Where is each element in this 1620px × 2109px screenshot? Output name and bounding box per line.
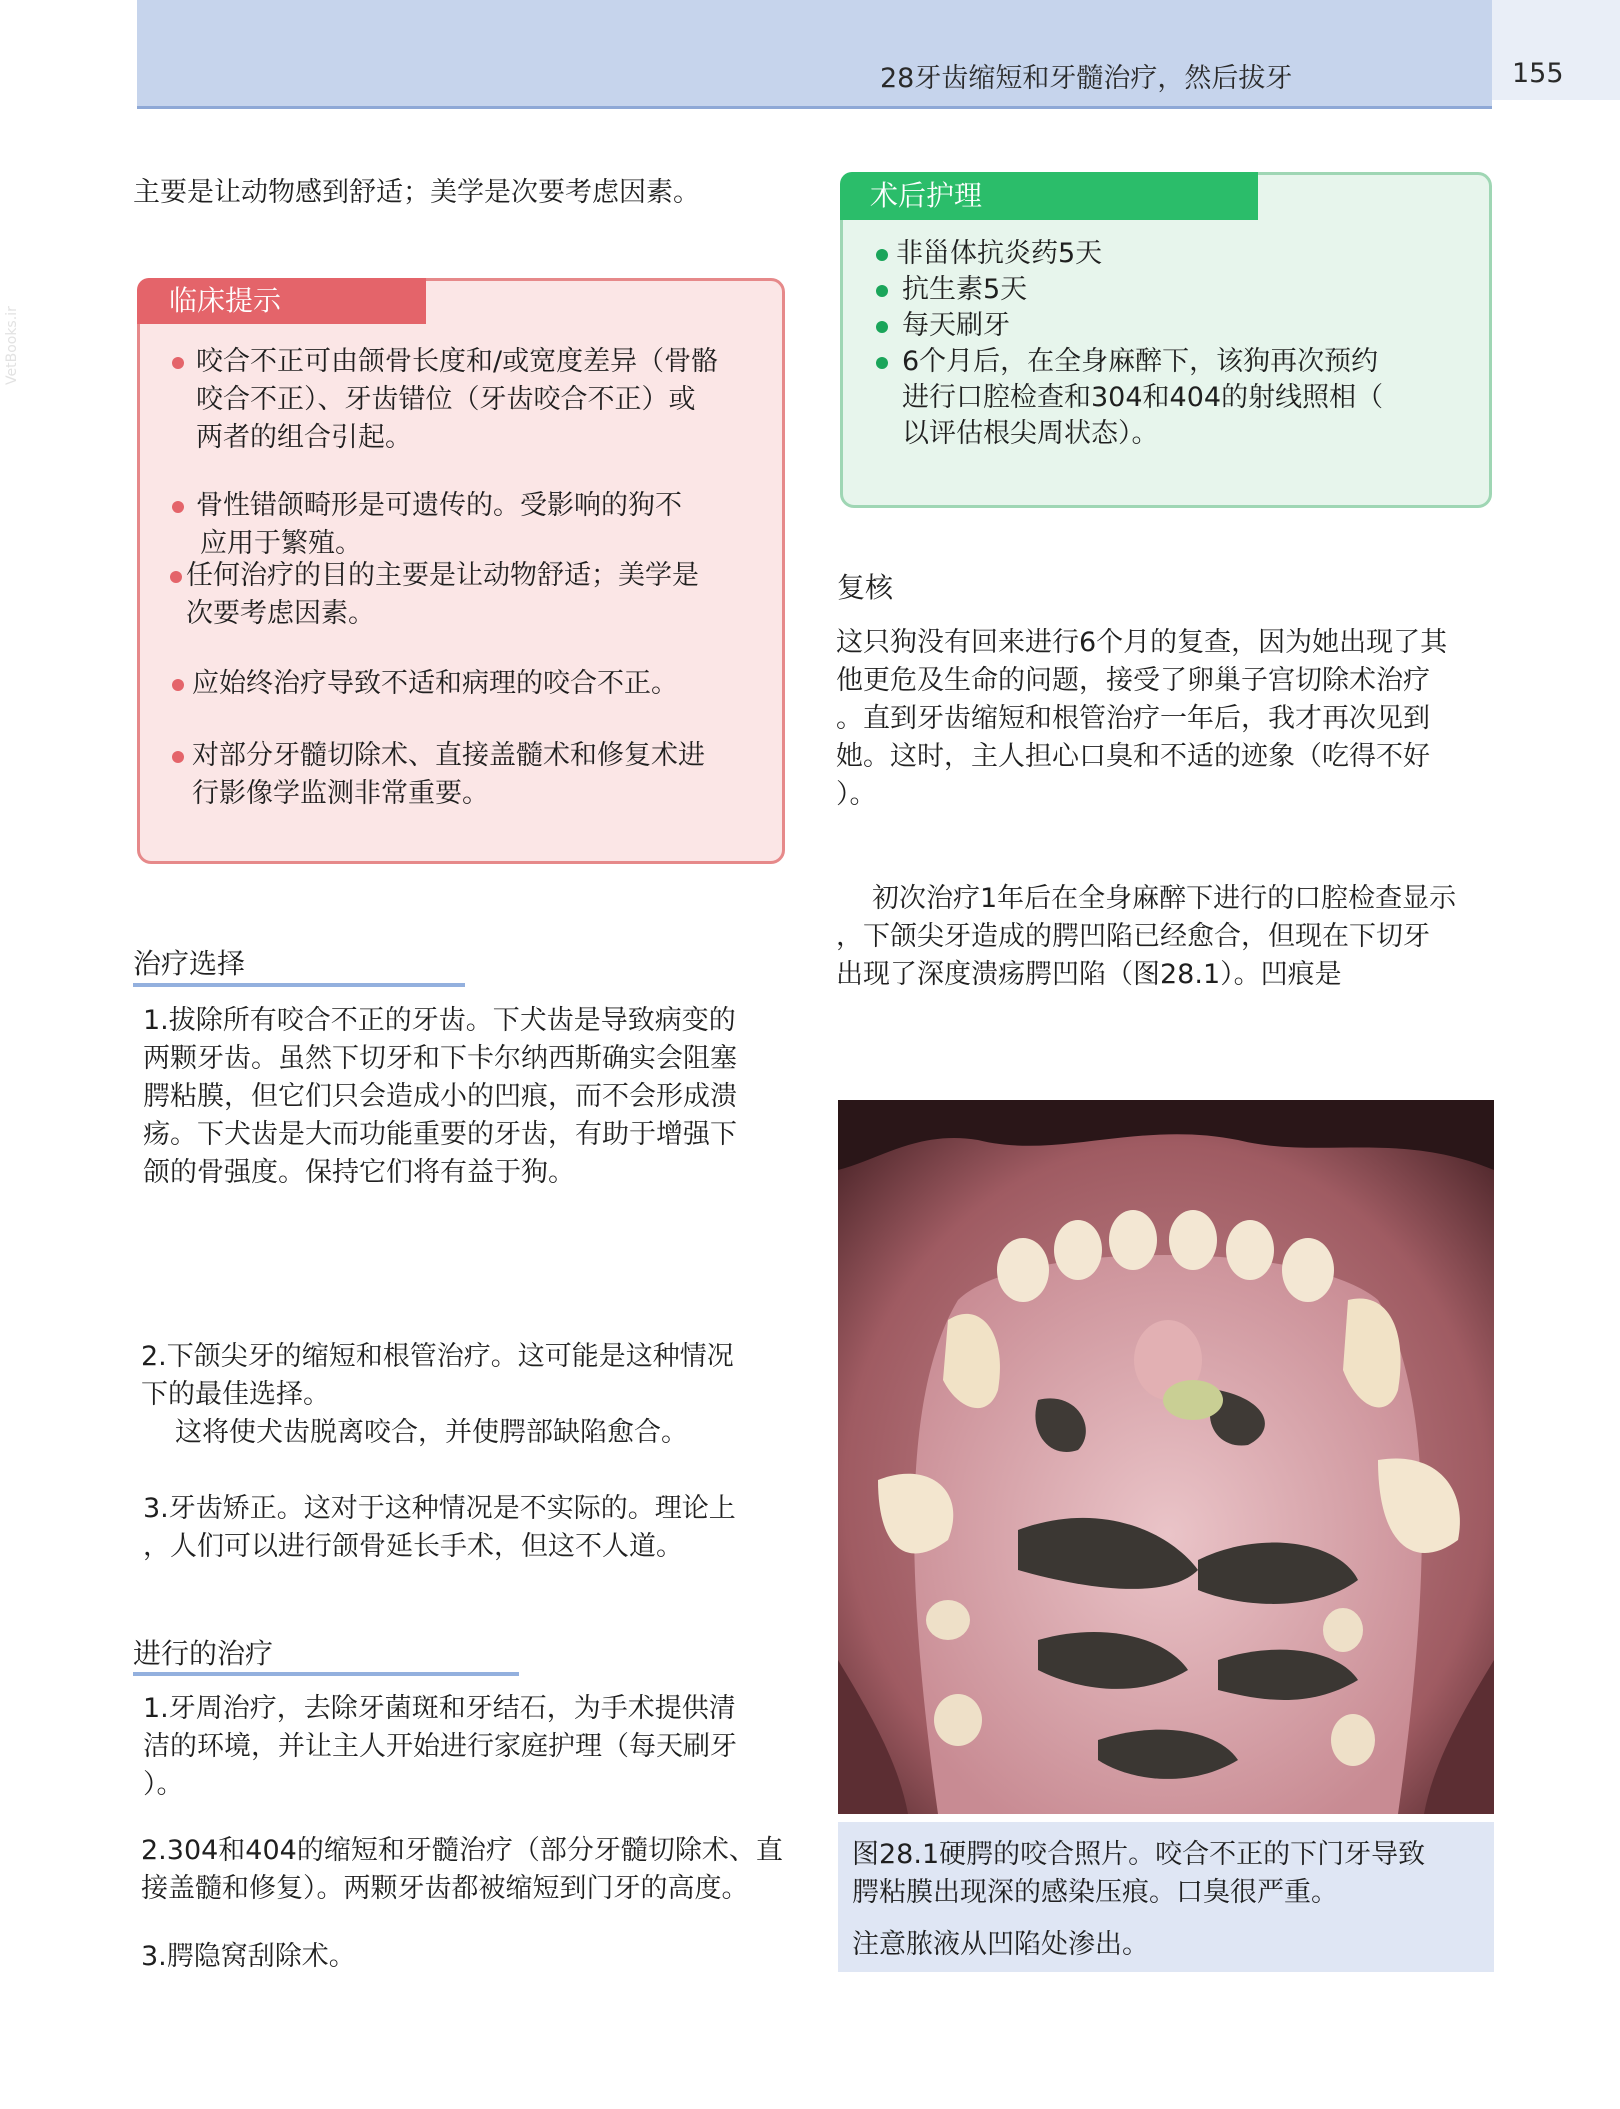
- clinical-tip-line: 咬合不正）、牙齿错位（牙齿咬合不正）或: [196, 384, 696, 415]
- postop-care-item: [874, 236, 1474, 272]
- clinical-tip-line: 行影像学监测非常重要。: [192, 778, 489, 809]
- text-line: 初次治疗1年后在全身麻醉下进行的口腔检查显示: [872, 883, 1457, 914]
- bullet-dot: [172, 357, 184, 369]
- text-line: 进行口腔检查和304和404的射线照相（: [902, 382, 1384, 413]
- heading-underline: [133, 983, 465, 987]
- treatment-option-item: [143, 1490, 803, 1566]
- text-line: 1.牙周治疗，去除牙菌斑和牙结石，为手术提供清: [143, 1693, 736, 1724]
- clinical-tip-item: [170, 343, 770, 457]
- text-line: 她。这时，主人担心口臭和不适的迹象（吃得不好: [836, 741, 1430, 772]
- treatment-done-list: [143, 1690, 803, 1976]
- text-line: 腭粘膜，但它们只会造成小的凹痕，而不会形成溃: [143, 1081, 737, 1112]
- clinical-tip-line: 应用于繁殖。: [200, 528, 362, 559]
- treatment-done-item: [143, 1832, 803, 1908]
- text-line: 两颗牙齿。虽然下切牙和下卡尔纳西斯确实会阻塞: [143, 1043, 737, 1074]
- bullet-dot: [172, 679, 184, 691]
- page-number: 155: [1512, 58, 1564, 89]
- clinical-tip-line: 次要考虑因素。: [186, 598, 375, 629]
- text-line: 这将使犬齿脱离咬合，并使腭部缺陷愈合。: [175, 1417, 688, 1448]
- text-line: 他更危及生命的问题，接受了卵巢子宫切除术治疗: [836, 665, 1430, 696]
- treatment-done-item: [143, 1938, 803, 1976]
- watermark: VetBooks.ir: [4, 306, 20, 385]
- postop-care-item: [874, 344, 1474, 452]
- text-line: 非甾体抗炎药5天: [896, 238, 1103, 269]
- postop-care-item: [874, 308, 1474, 344]
- clinical-tip-line: 两者的组合引起。: [196, 422, 412, 453]
- text-line: 抗生素5天: [902, 274, 1028, 305]
- caption-line: 腭粘膜出现深的感染压痕。口臭很严重。: [852, 1877, 1338, 1908]
- review-heading: 复核: [837, 571, 894, 604]
- treatment-done-heading: 进行的治疗: [133, 1637, 274, 1670]
- text-line: 出现了深度溃疡腭凹陷（图28.1）。凹痕是: [836, 959, 1342, 990]
- text-line: 下的最佳选择。: [141, 1379, 330, 1410]
- text-line: ）。: [143, 1769, 184, 1800]
- postop-care-item: [874, 272, 1474, 308]
- clinical-tip-line: 应始终治疗导致不适和病理的咬合不正。: [192, 668, 678, 699]
- clinical-tips-title: 临床提示: [137, 278, 426, 324]
- text-line: 以评估根尖周状态）。: [902, 418, 1159, 449]
- text-line: 3.牙齿矫正。这对于这种情况是不实际的。理论上: [143, 1493, 736, 1524]
- clinical-tip-item: [170, 487, 770, 557]
- treatment-options-list: [143, 1002, 803, 1566]
- text-line: 疡。下犬齿是大而功能重要的牙齿，有助于增强下: [143, 1119, 737, 1150]
- text-line: 每天刷牙: [902, 310, 1010, 341]
- treatment-done-item: [143, 1690, 803, 1804]
- clinical-tips-list: [170, 343, 770, 813]
- clinical-tip-line: 任何治疗的目的主要是让动物舒适；美学是: [186, 560, 699, 591]
- palate-illustration: [838, 1100, 1494, 1814]
- bullet-dot: [876, 357, 888, 369]
- text-line: 2.304和404的缩短和牙髓治疗（部分牙髓切除术、直: [141, 1835, 783, 1866]
- text-line: 接盖髓和修复）。两颗牙齿都被缩短到门牙的高度。: [141, 1873, 749, 1904]
- text-line: 3.腭隐窝刮除术。: [141, 1941, 356, 1972]
- bullet-dot: [876, 249, 888, 261]
- caption-note: 注意脓液从凹陷处渗出。: [852, 1929, 1149, 1960]
- postop-care-title: 术后护理: [840, 172, 1258, 220]
- review-paragraph-2: [836, 880, 1496, 994]
- clinical-tip-line: 对部分牙髓切除术、直接盖髓术和修复术进: [192, 740, 705, 771]
- postop-care-list: [874, 236, 1474, 452]
- clinical-tip-line: 骨性错颌畸形是可遗传的。受影响的狗不: [196, 490, 682, 521]
- clinical-tip-item: [170, 737, 770, 813]
- caption-line: 图28.1硬腭的咬合照片。咬合不正的下门牙导致: [852, 1839, 1426, 1870]
- text-line: 颌的骨强度。保持它们将有益于狗。: [143, 1157, 575, 1188]
- treatment-option-item: [143, 1338, 803, 1452]
- clinical-tip-item: [170, 665, 770, 703]
- review-paragraph-1: [836, 624, 1496, 814]
- text-line: 1.拔除所有咬合不正的牙齿。下犬齿是导致病变的: [143, 1005, 736, 1036]
- clinical-tip-item: [170, 557, 770, 631]
- treatment-option-item: [143, 1002, 803, 1192]
- text-line: 这只狗没有回来进行6个月的复查，因为她出现了其: [836, 627, 1448, 658]
- bullet-dot: [172, 751, 184, 763]
- text-line: ）。: [836, 779, 877, 810]
- bullet-dot: [876, 321, 888, 333]
- treatment-options-heading: 治疗选择: [133, 947, 246, 980]
- running-header-title: 28牙齿缩短和牙髓治疗，然后拔牙: [880, 63, 1293, 94]
- text-line: 洁的环境，并让主人开始进行家庭护理（每天刷牙: [143, 1731, 737, 1762]
- text-line: ，下颌尖牙造成的腭凹陷已经愈合，但现在下切牙: [836, 921, 1430, 952]
- figure-photo-palate: [838, 1100, 1494, 1814]
- text-line: 6个月后，在全身麻醉下，该狗再次预约: [902, 346, 1379, 377]
- intro-text: 主要是让动物感到舒适；美学是次要考虑因素。: [133, 177, 700, 208]
- bullet-dot: [170, 571, 182, 583]
- figure-caption: [852, 1836, 1482, 1964]
- text-line: 。直到牙齿缩短和根管治疗一年后，我才再次见到: [836, 703, 1430, 734]
- clinical-tip-line: 咬合不正可由颌骨长度和/或宽度差异（骨骼: [196, 346, 719, 377]
- bullet-dot: [876, 285, 888, 297]
- bullet-dot: [172, 501, 184, 513]
- heading-underline: [133, 1672, 519, 1676]
- text-line: 2.下颌尖牙的缩短和根管治疗。这可能是这种情况: [141, 1341, 734, 1372]
- text-line: ，人们可以进行颌骨延长手术，但这不人道。: [143, 1531, 683, 1562]
